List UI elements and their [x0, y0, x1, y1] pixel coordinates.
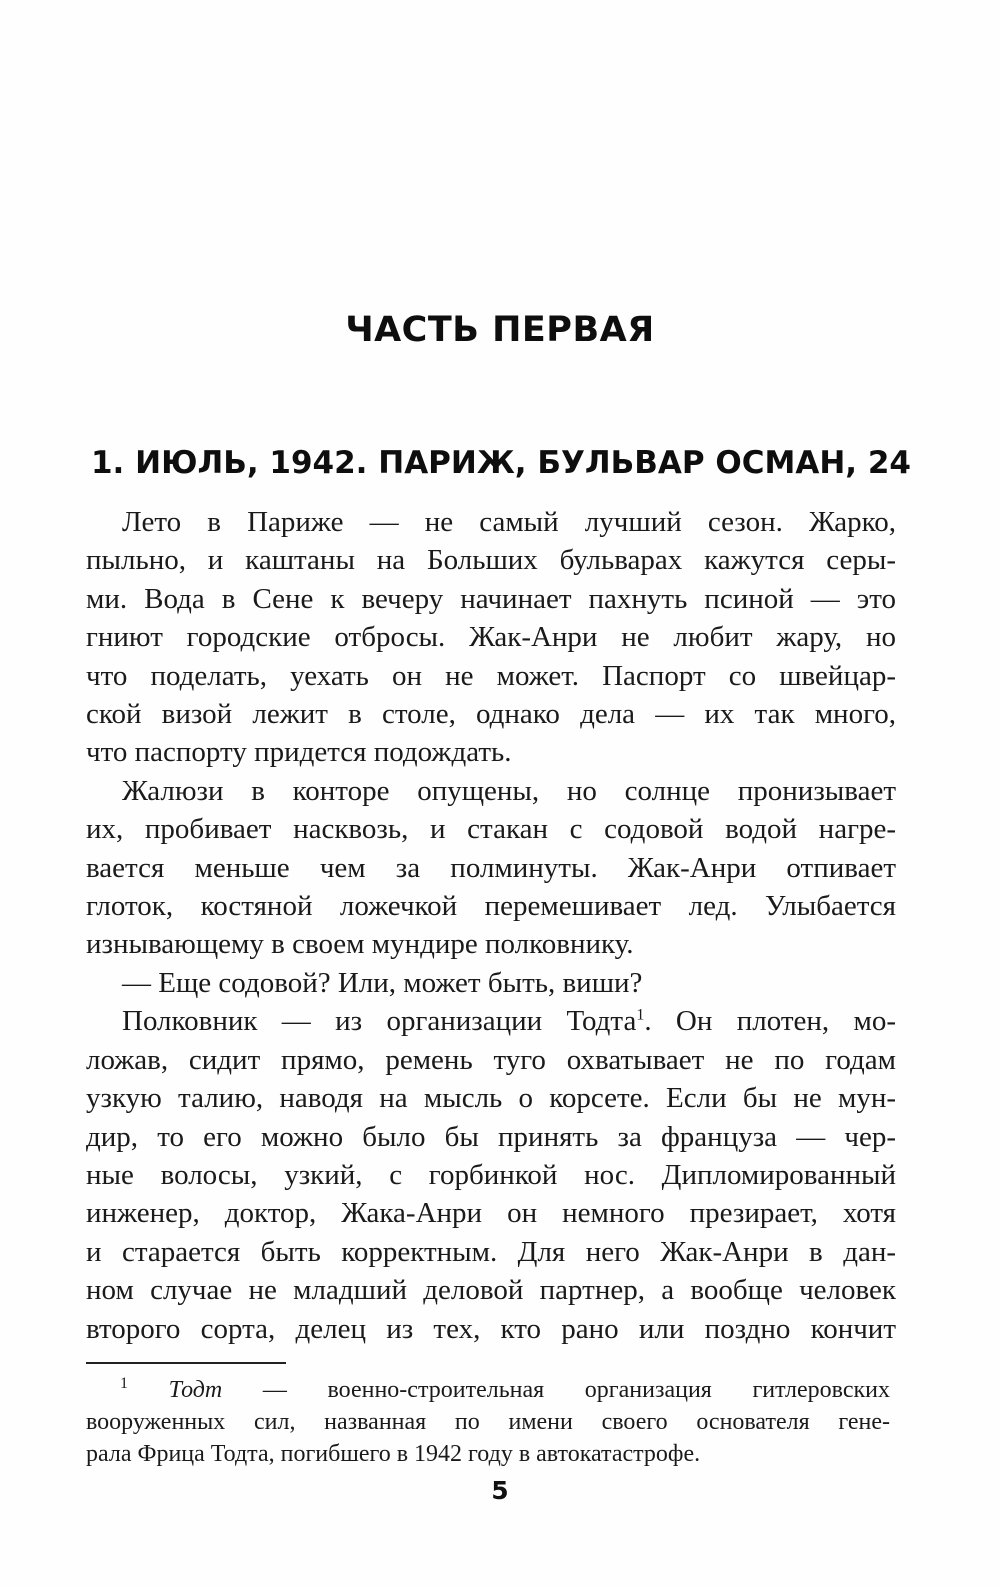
body-text [86, 503, 896, 1348]
text-line: ные волосы, узкий, с горбинкой нос. Дипломированный [86, 1158, 896, 1191]
text-line: изнывающему в своем мундире полковнику. [86, 928, 634, 961]
footnote-line: вооруженных сил, названная по имени своего основателя гене- [86, 1409, 890, 1435]
text-line: что поделать, уехать он не может. Паспорт со швейцар- [86, 659, 896, 692]
text-line: что паспорту придется подождать. [86, 736, 512, 769]
footnote-line: рала Фрица Тодта, погибшего в 1942 году в автокатастрофе. [86, 1441, 701, 1467]
text-fragment: Он плотен, мо- [675, 1005, 896, 1038]
text-line: Жалюзи в конторе опущены, но солнце пронизывает [122, 774, 896, 807]
footnote-term: Тодт [168, 1377, 223, 1403]
text-line: второго сорта, делец из тех, кто рано или поздно кончит [86, 1312, 896, 1345]
footnote-reference: 1 [636, 1006, 645, 1024]
part-title: ЧАСТЬ ПЕРВАЯ [345, 310, 655, 350]
text-line: пыльно, и каштаны на Больших бульварах кажутся серы- [86, 544, 896, 577]
footnote-marker: 1 [120, 1375, 128, 1392]
chapter-title: 1. ИЮЛЬ, 1942. ПАРИЖ, БУЛЬВАР ОСМАН, 24 [90, 445, 912, 481]
text-line: узкую талию, наводя на мысль о корсете. Если бы не мун- [86, 1082, 896, 1115]
footnote-line [86, 1374, 890, 1406]
text-line: ми. Вода в Сене к вечеру начинает пахнуть псиной — это [86, 582, 896, 615]
text-line: гниют городские отбросы. Жак-Анри не любит жару, но [86, 621, 896, 654]
text-fragment: . [644, 1005, 652, 1038]
text-fragment: Полковник — из организации Тодта [122, 1005, 637, 1038]
text-line: ложав, сидит прямо, ремень туго охватывает не по годам [86, 1043, 896, 1076]
text-line: ской визой лежит в столе, однако дела — их так много, [86, 698, 896, 731]
text-line: и старается быть корректным. Для него Жак-Анри в дан- [86, 1235, 896, 1268]
text-line: глоток, костяной ложечкой перемешивает лед. Улыбается [86, 890, 896, 923]
text-line: дир, то его можно было бы принять за француза — чер- [86, 1120, 896, 1153]
text-line: Лето в Париже — не самый лучший сезон. Жарко, [122, 506, 896, 538]
footnote [86, 1374, 890, 1470]
text-line: вается меньше чем за полминуты. Жак-Анри отпивает [86, 851, 896, 884]
page-number: 5 [491, 1476, 509, 1505]
footnote-text: — военно-строительная организация гитлеровских [262, 1377, 891, 1403]
text-line: — Еще содовой? Или, может быть, виши? [122, 966, 643, 999]
text-line: их, пробивает насквозь, и стакан с содовой водой нагре- [86, 813, 896, 846]
footnote-divider [86, 1362, 286, 1364]
text-line [86, 1002, 896, 1040]
text-line: ном случае не младший деловой партнер, а вообще человек [86, 1274, 896, 1307]
text-line: инженер, доктор, Жака-Анри он немного презирает, хотя [86, 1197, 896, 1230]
